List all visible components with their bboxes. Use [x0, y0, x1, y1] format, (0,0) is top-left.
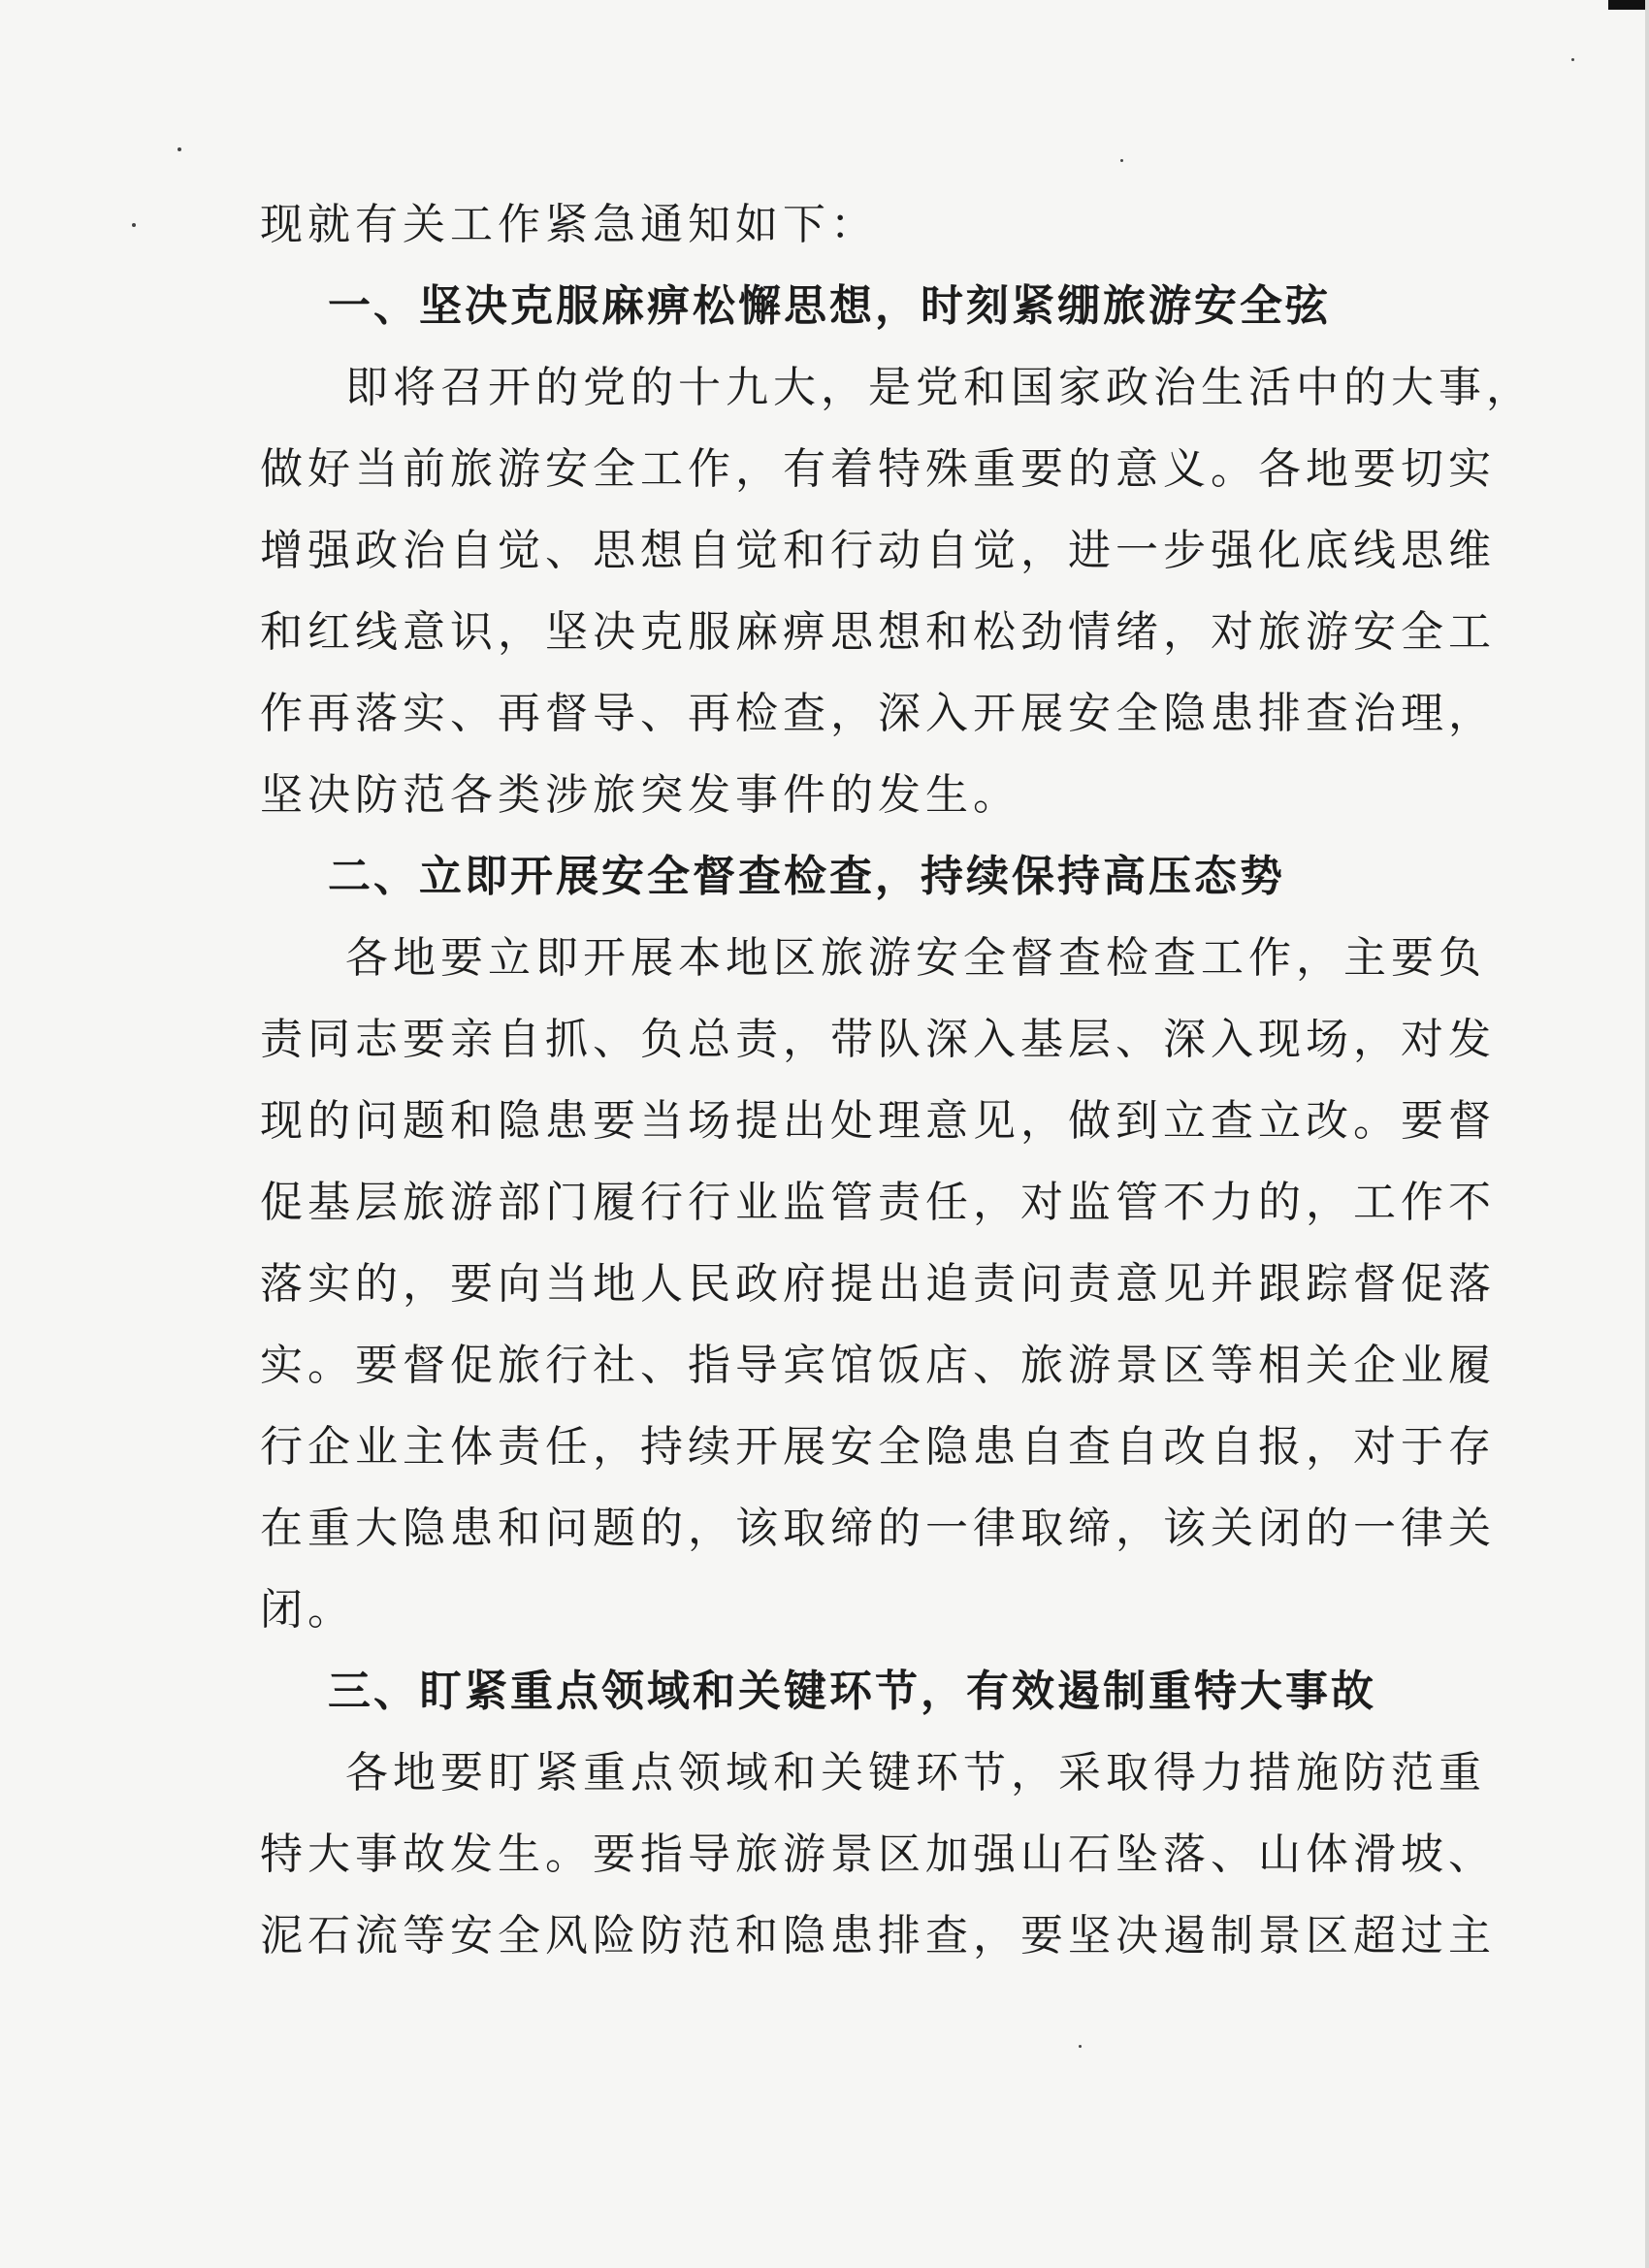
body-line: 做好当前旅游安全工作，有着特殊重要的意义。各地要切实	[260, 444, 1496, 494]
body-line: 即将召开的党的十九大，是党和国家政治生活中的大事，	[345, 363, 1534, 412]
scan-speck	[1571, 58, 1574, 61]
body-line: 行企业主体责任，持续开展安全隐患自查自改自报，对于存	[260, 1422, 1496, 1472]
body-line: 现就有关工作紧急通知如下：	[260, 200, 878, 249]
scan-speck	[178, 147, 181, 151]
body-line: 促基层旅游部门履行行业监管责任，对监管不力的，工作不	[260, 1178, 1496, 1227]
body-line: 和红线意识，坚决克服麻痹思想和松劲情绪，对旅游安全工	[260, 607, 1496, 657]
scan-speck	[132, 223, 136, 227]
body-line: 落实的，要向当地人民政府提出追责问责意见并跟踪督促落	[260, 1259, 1496, 1309]
body-line: 增强政治自觉、思想自觉和行动自觉，进一步强化底线思维	[260, 526, 1496, 575]
body-line: 坚决防范各类涉旅突发事件的发生。	[260, 770, 1020, 820]
body-line: 作再落实、再督导、再检查，深入开展安全隐患排查治理，	[260, 689, 1496, 738]
body-line: 责同志要亲自抓、负总责，带队深入基层、深入现场，对发	[260, 1015, 1496, 1064]
section-heading-2: 二、立即开展安全督查检查，持续保持高压态势	[328, 852, 1285, 901]
document-body	[260, 184, 1534, 1977]
section-heading-1: 一、坚决克服麻痹松懈思想，时刻紧绷旅游安全弦	[328, 281, 1331, 331]
body-line: 现的问题和隐患要当场提出处理意见，做到立查立改。要督	[260, 1096, 1496, 1146]
scan-edge-shadow	[1645, 0, 1649, 2268]
body-line: 各地要立即开展本地区旅游安全督查检查工作，主要负	[345, 933, 1486, 983]
body-line: 闭。	[260, 1585, 355, 1635]
scan-speck	[1079, 2045, 1082, 2048]
body-line: 泥石流等安全风险防范和隐患排查，要坚决遏制景区超过主	[260, 1911, 1496, 1960]
body-line: 各地要盯紧重点领域和关键环节，采取得力措施防范重	[345, 1748, 1486, 1798]
body-line: 实。要督促旅行社、指导宾馆饭店、旅游景区等相关企业履	[260, 1341, 1496, 1390]
scan-speck	[1120, 159, 1123, 162]
body-line: 在重大隐患和问题的，该取缔的一律取缔，该关闭的一律关	[260, 1504, 1496, 1553]
scan-border-mark	[1608, 0, 1649, 10]
body-line: 特大事故发生。要指导旅游景区加强山石坠落、山体滑坡、	[260, 1830, 1496, 1879]
section-heading-3: 三、盯紧重点领域和关键环节，有效遏制重特大事故	[328, 1667, 1376, 1716]
